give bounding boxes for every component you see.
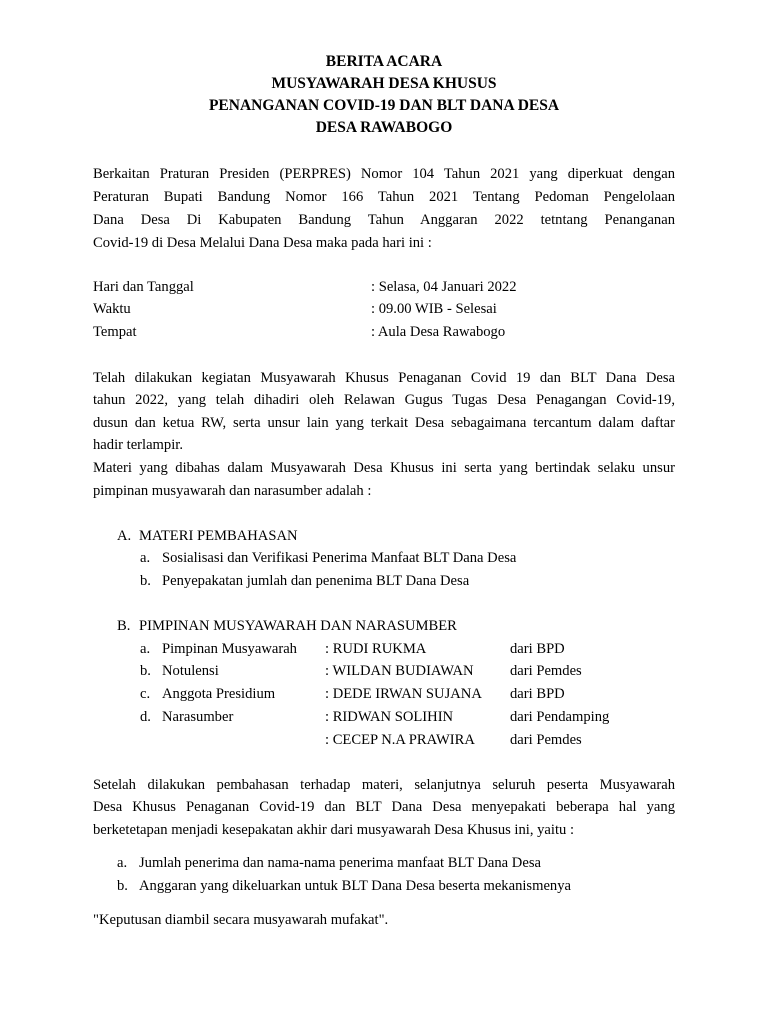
body-line: Materi yang dibahas dalam Musyawarah Desa Khusus ini serta yang bertindak selaku unsur bbox=[93, 460, 675, 476]
closing-statement: "Keputusan diambil secara musyawarah mufakat". bbox=[93, 912, 389, 928]
list-item-text: Sosialisasi dan Verifikasi Penerima Manfaat BLT Dana Desa bbox=[162, 550, 517, 566]
intro-line: Dana Desa Di Kabupaten Bandung Tahun Anggaran 2022 tetntang Penanganan bbox=[93, 212, 675, 228]
doc-title-line-3: PENANGANAN COVID-19 DAN BLT DANA DESA bbox=[208, 97, 560, 114]
participant-name: : DEDE IRWAN SUJANA bbox=[325, 686, 482, 702]
body-line: hadir terlampir. bbox=[93, 437, 183, 453]
participant-role: Anggota Presidium bbox=[162, 686, 276, 702]
participant-name: : CECEP N.A PRAWIRA bbox=[325, 732, 475, 748]
intro-line: Berkaitan Praturan Presiden (PERPRES) Nomor 104 Tahun 2021 yang diperkuat dengan bbox=[93, 166, 675, 182]
participant-letter: b. bbox=[140, 663, 151, 679]
body-line: dusun dan ketua RW, serta unsur lain yang terkait Desa sebagaimana tercantum dalam daftar bbox=[93, 415, 675, 431]
participant-letter: c. bbox=[140, 686, 151, 702]
schedule-label: Tempat bbox=[93, 324, 137, 340]
participant-name: : RUDI RUKMA bbox=[325, 641, 427, 657]
agreement-letter: a. bbox=[117, 855, 128, 871]
conclusion-line: berketetapan menjadi kesepakatan akhir dari musyawarah Desa Khusus ini, yaitu : bbox=[93, 822, 575, 838]
doc-title-line-2: MUSYAWARAH DESA KHUSUS bbox=[271, 75, 497, 92]
participant-name: : RIDWAN SOLIHIN bbox=[325, 709, 454, 725]
agreement-text: Jumlah penerima dan nama-nama penerima manfaat BLT Dana Desa bbox=[139, 855, 541, 871]
body-line: tahun 2022, yang telah dihadiri oleh Relawan Gugus Tugas Desa Penagangan Covid-19, bbox=[93, 392, 675, 408]
body-line: Telah dilakukan kegiatan Musyawarah Khusus Penaganan Covid 19 dan BLT Dana Desa bbox=[93, 370, 675, 386]
participant-origin: dari Pemdes bbox=[510, 732, 582, 748]
intro-line: Peraturan Bupati Bandung Nomor 166 Tahun 2021 Tentang Pedoman Pengelolaan bbox=[93, 189, 675, 205]
participant-origin: dari Pendamping bbox=[510, 709, 610, 725]
section-a-heading: MATERI PEMBAHASAN bbox=[139, 528, 298, 544]
participant-letter: a. bbox=[140, 641, 151, 657]
participant-origin: dari BPD bbox=[510, 686, 565, 702]
list-item-letter: a. bbox=[140, 550, 151, 566]
participant-role: Narasumber bbox=[162, 709, 234, 725]
conclusion-line: Desa Khusus Penaganan Covid-19 dan BLT Dana Desa menyepakati beberapa hal yang bbox=[93, 799, 675, 815]
conclusion-line: Setelah dilakukan pembahasan terhadap materi, selanjutnya seluruh peserta Musyawarah bbox=[93, 777, 675, 793]
schedule-value: : Aula Desa Rawabogo bbox=[371, 324, 506, 340]
schedule-label: Waktu bbox=[93, 301, 131, 317]
participant-letter: d. bbox=[140, 709, 151, 725]
section-b-heading: PIMPINAN MUSYAWARAH DAN NARASUMBER bbox=[139, 618, 457, 634]
participant-role: Pimpinan Musyawarah bbox=[162, 641, 297, 657]
list-item-letter: b. bbox=[140, 573, 151, 589]
doc-title-line-1: BERITA ACARA bbox=[325, 53, 443, 70]
list-item-text: Penyepakatan jumlah dan penenima BLT Dana Desa bbox=[162, 573, 470, 589]
participant-role: Notulensi bbox=[162, 663, 219, 679]
doc-title-line-4: DESA RAWABOGO bbox=[315, 119, 453, 136]
schedule-label: Hari dan Tanggal bbox=[93, 279, 194, 295]
agreement-text: Anggaran yang dikeluarkan untuk BLT Dana Desa beserta mekanismenya bbox=[139, 878, 572, 894]
schedule-value: : Selasa, 04 Januari 2022 bbox=[371, 279, 517, 295]
participant-origin: dari BPD bbox=[510, 641, 565, 657]
section-a-letter: A. bbox=[117, 528, 132, 544]
participant-origin: dari Pemdes bbox=[510, 663, 582, 679]
section-b-letter: B. bbox=[117, 618, 131, 634]
intro-line: Covid-19 di Desa Melalui Dana Desa maka pada hari ini : bbox=[93, 235, 432, 251]
agreement-letter: b. bbox=[117, 878, 128, 894]
body-line: pimpinan musyawarah dan narasumber adalah : bbox=[93, 483, 372, 499]
schedule-value: : 09.00 WIB - Selesai bbox=[371, 301, 497, 317]
participant-name: : WILDAN BUDIAWAN bbox=[325, 663, 474, 679]
